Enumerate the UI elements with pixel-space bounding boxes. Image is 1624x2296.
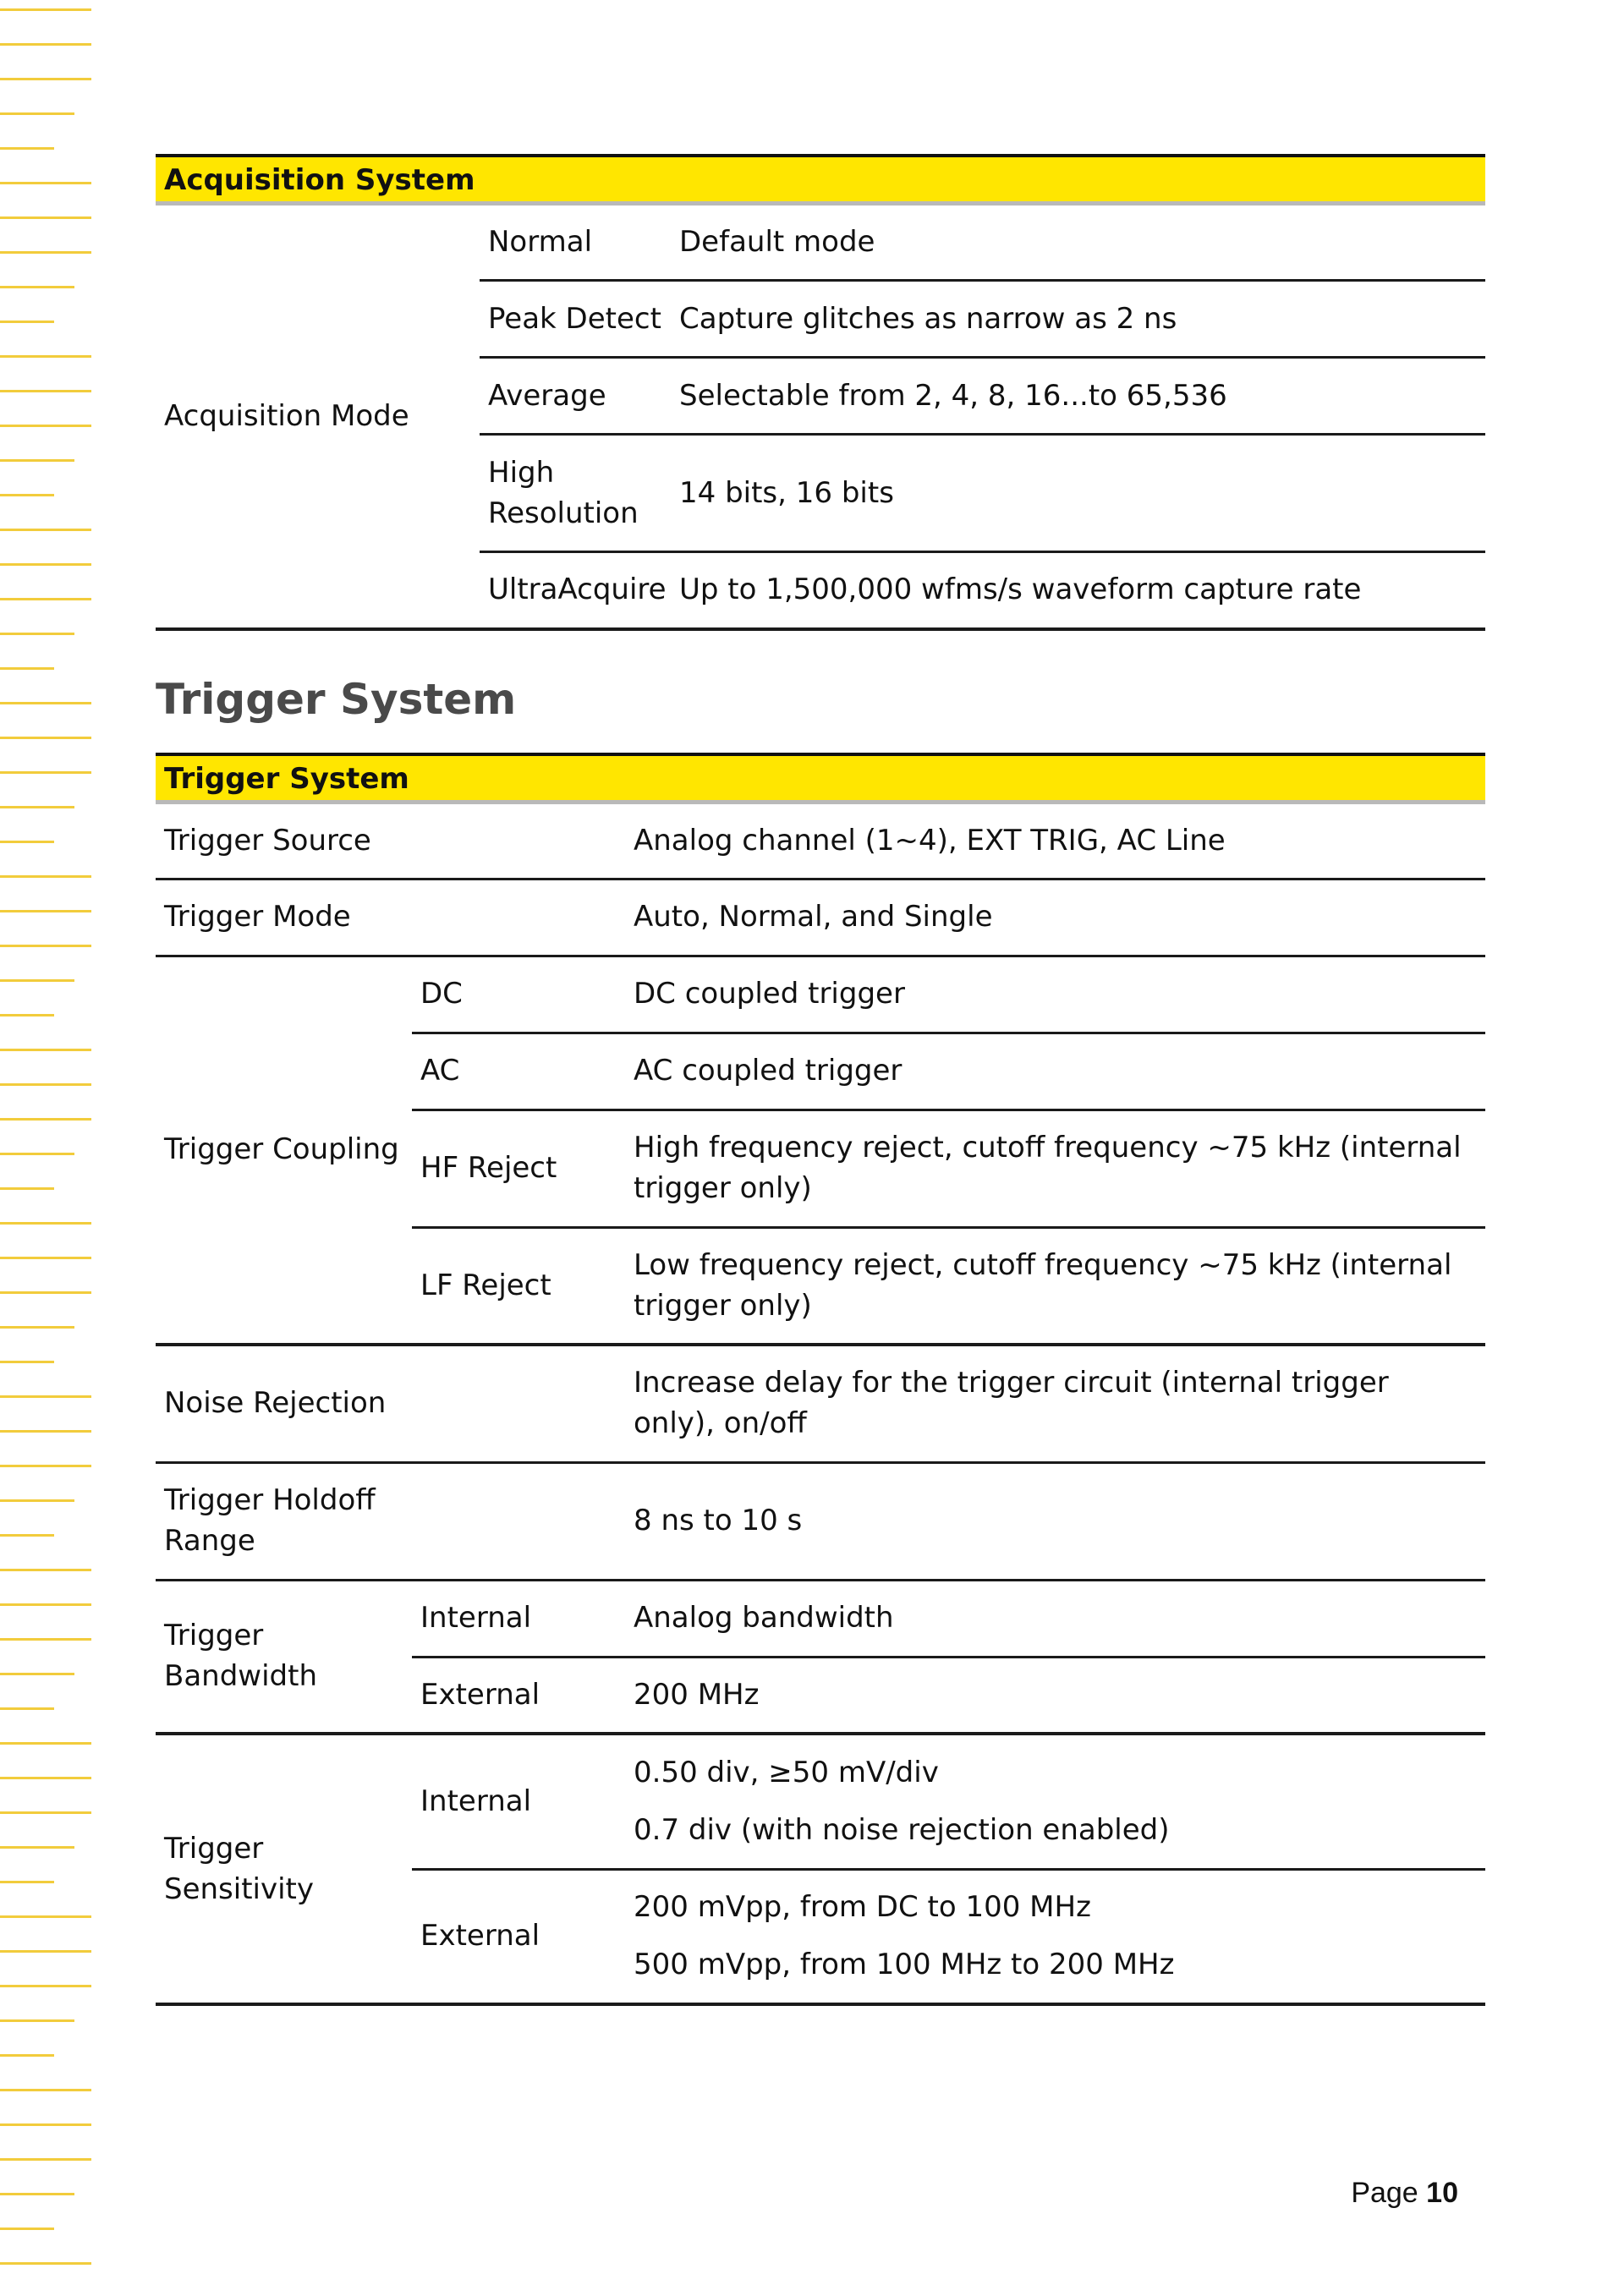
spec-value: Increase delay for the trigger circuit (internal trigger only), on/off: [625, 1345, 1485, 1462]
ruler-tick: [0, 563, 91, 566]
ruler-tick: [0, 1846, 74, 1849]
ruler-tick: [0, 702, 91, 704]
ruler-tick: [0, 1187, 54, 1190]
ruler-tick: [0, 529, 91, 531]
ruler-tick: [0, 2193, 74, 2195]
ruler-tick: [0, 1395, 91, 1398]
spec-label: [156, 1462, 625, 1580]
spec-label: Noise Rejection: [156, 1345, 625, 1462]
ruler-tick: [0, 875, 91, 878]
ruler-tick: [0, 1777, 91, 1779]
ruler-tick: [0, 633, 74, 635]
ruler-tick: [0, 2089, 91, 2091]
ruler-tick: [0, 8, 91, 11]
ruler-tick: [0, 1742, 91, 1745]
table-row: [156, 956, 1485, 1033]
spec-sub-label: HF Reject: [412, 1110, 625, 1227]
ruler-tick: [0, 1638, 91, 1641]
table-row: [156, 1345, 1485, 1462]
mode-description: 14 bits, 16 bits: [671, 435, 1485, 552]
ruler-tick: [0, 771, 91, 774]
ruler-tick: [0, 1361, 54, 1363]
table-header-row: [156, 754, 1485, 803]
spec-sub-label: AC: [412, 1033, 625, 1110]
ruler-tick: [0, 1534, 54, 1537]
ruler-tick: [0, 390, 91, 392]
row-group-label: Acquisition Mode: [156, 204, 480, 629]
ruler-tick: [0, 147, 54, 150]
ruler-tick: [0, 910, 91, 912]
mode-name: UltraAcquire: [480, 552, 671, 629]
spec-label-text: Trigger Bandwidth: [164, 1619, 318, 1694]
acquisition-system-table: [156, 154, 1485, 631]
mode-description: Selectable from 2, 4, 8, 16...to 65,536: [671, 358, 1485, 435]
spec-value: Analog channel (1~4), EXT TRIG, AC Line: [625, 802, 1485, 879]
ruler-tick: [0, 1499, 74, 1502]
ruler-tick: [0, 737, 91, 739]
ruler-tick: [0, 1118, 91, 1121]
ruler-tick: [0, 1465, 91, 1467]
ruler-tick: [0, 1083, 91, 1086]
ruler-tick: [0, 979, 74, 982]
table-header-title: Trigger System: [156, 754, 1485, 803]
spec-sub-label: LF Reject: [412, 1227, 625, 1345]
spec-group-label: Trigger Coupling: [156, 956, 412, 1345]
ruler-tick: [0, 1222, 91, 1225]
ruler-tick: [0, 78, 91, 80]
ruler-tick: [0, 598, 91, 600]
ruler-tick: [0, 1915, 91, 1918]
ruler-tick: [0, 1811, 91, 1814]
ruler-tick: [0, 494, 54, 496]
spec-value-line: 200 mVpp, from DC to 100 MHz: [634, 1890, 1091, 1925]
mode-name: High Resolution: [480, 435, 671, 552]
ruler-tick: [0, 1014, 54, 1016]
ruler-tick: [0, 182, 91, 184]
table-header-row: [156, 156, 1485, 204]
spec-value: [625, 1734, 1485, 1869]
spec-value: 200 MHz: [625, 1657, 1485, 1734]
margin-ruler-decoration: [0, 0, 102, 2296]
table-row: [156, 1580, 1485, 1657]
ruler-tick: [0, 2262, 91, 2265]
spec-label: Trigger Source: [156, 802, 625, 879]
table-row: [156, 204, 1485, 281]
ruler-tick: [0, 1153, 74, 1155]
spec-value-line: 500 mVpp, from 100 MHz to 200 MHz: [634, 1948, 1175, 1982]
ruler-tick: [0, 1707, 54, 1710]
table-header-title: Acquisition System: [156, 156, 1485, 204]
ruler-tick: [0, 667, 54, 670]
ruler-tick: [0, 1430, 91, 1433]
ruler-tick: [0, 1673, 74, 1675]
ruler-tick: [0, 1257, 91, 1259]
ruler-tick: [0, 355, 91, 358]
page-number-value: 10: [1426, 2177, 1458, 2209]
spec-value: High frequency reject, cutoff frequency ~75 kHz (internal trigger only): [625, 1110, 1485, 1227]
section-heading: Trigger System: [156, 674, 517, 724]
mode-name: Peak Detect: [480, 281, 671, 358]
ruler-tick: [0, 425, 91, 427]
page-number: [1351, 2177, 1458, 2210]
spec-label: Trigger Mode: [156, 879, 625, 956]
spec-sub-label: DC: [412, 956, 625, 1033]
ruler-tick: [0, 1881, 54, 1883]
table-row: [156, 1462, 1485, 1580]
ruler-tick: [0, 1985, 91, 1987]
ruler-tick: [0, 841, 54, 843]
ruler-tick: [0, 2123, 91, 2126]
spec-value-line: 0.7 div (with noise rejection enabled): [634, 1812, 1170, 1847]
ruler-tick: [0, 112, 74, 115]
spec-label-text: Trigger Holdoff Range: [164, 1483, 376, 1558]
table-row: [156, 802, 1485, 879]
mode-description: Default mode: [671, 204, 1485, 281]
ruler-tick: [0, 1049, 91, 1051]
spec-value: DC coupled trigger: [625, 956, 1485, 1033]
ruler-tick: [0, 1291, 91, 1294]
mode-name: Average: [480, 358, 671, 435]
spec-group-label: Trigger Sensitivity: [156, 1734, 412, 2004]
mode-description: Up to 1,500,000 wfms/s waveform capture rate: [671, 552, 1485, 629]
ruler-tick: [0, 2054, 54, 2057]
ruler-tick: [0, 806, 74, 808]
table-row: [156, 1734, 1485, 1869]
spec-sub-label: External: [412, 1869, 625, 2004]
ruler-tick: [0, 216, 91, 219]
page-number-prefix: Page: [1351, 2177, 1418, 2209]
ruler-tick: [0, 2158, 91, 2161]
ruler-tick: [0, 1950, 91, 1953]
spec-value: [625, 1869, 1485, 2004]
spec-group-label: [156, 1580, 412, 1734]
ruler-tick: [0, 1326, 74, 1329]
spec-value-line: 0.50 div, ≥50 mV/div: [634, 1755, 939, 1789]
spec-value: 8 ns to 10 s: [625, 1462, 1485, 1580]
ruler-tick: [0, 1569, 91, 1571]
trigger-system-table: [156, 753, 1485, 2007]
ruler-tick: [0, 2228, 54, 2230]
spec-sub-label: Internal: [412, 1580, 625, 1657]
ruler-tick: [0, 2019, 74, 2022]
spec-page-content: [156, 154, 1485, 2006]
ruler-tick: [0, 43, 91, 46]
mode-name: Normal: [480, 204, 671, 281]
ruler-tick: [0, 1603, 91, 1606]
ruler-tick: [0, 286, 74, 288]
mode-description: Capture glitches as narrow as 2 ns: [671, 281, 1485, 358]
ruler-tick: [0, 945, 91, 947]
spec-value: Low frequency reject, cutoff frequency ~75 kHz (internal trigger only): [625, 1227, 1485, 1345]
table-row: [156, 879, 1485, 956]
spec-sub-label: External: [412, 1657, 625, 1734]
ruler-tick: [0, 251, 91, 254]
spec-value: Analog bandwidth: [625, 1580, 1485, 1657]
spec-sub-label: Internal: [412, 1734, 625, 1869]
ruler-tick: [0, 321, 54, 323]
spec-value: Auto, Normal, and Single: [625, 879, 1485, 956]
ruler-tick: [0, 459, 74, 462]
spec-value: AC coupled trigger: [625, 1033, 1485, 1110]
